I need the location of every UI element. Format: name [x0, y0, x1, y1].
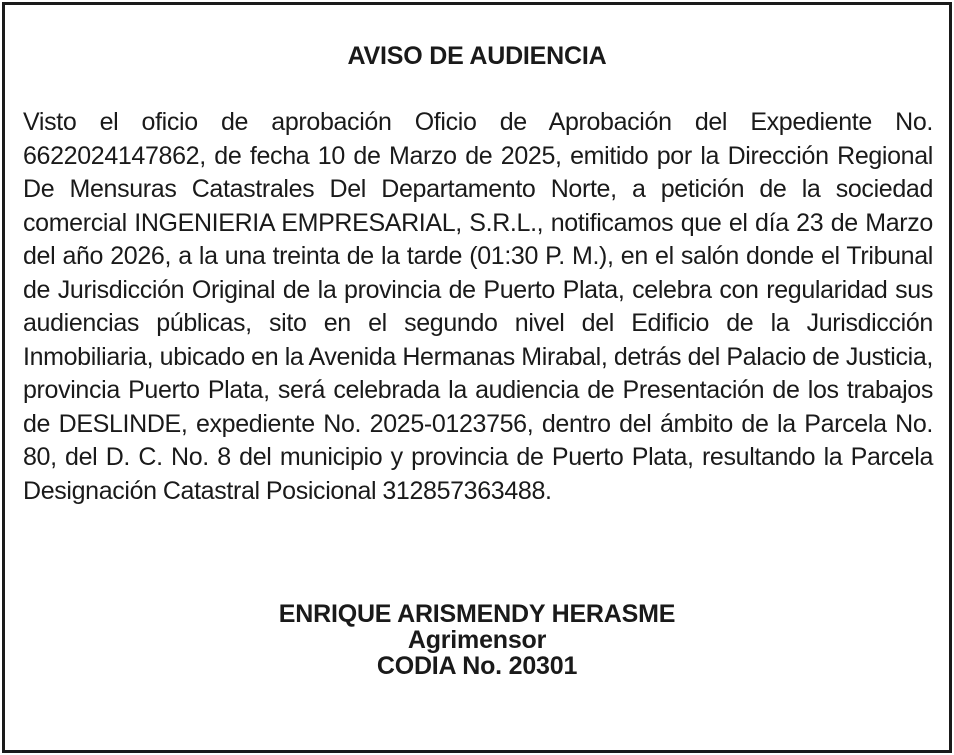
notice-title: AVISO DE AUDIENCIA	[347, 42, 607, 70]
signer-registration: CODIA No. 20301	[376, 652, 578, 680]
signer-role: Agrimensor	[407, 626, 547, 654]
notice-body: Visto el oficio de aprobación Oficio de Aprobación del Expediente No. 6622024147862, de fecha 10 de Marzo de 2025, emitido por la Dirección Regional De Mensuras Catastrales Del Departamento Norte, a petición de la sociedad comercial INGENIERIA EMPRESARIAL, S.R.L., notificamos que el día 23 de Marzo del año 2026, a la una treinta de la tarde (01:30 P. M.), en el salón donde el Tribunal de Jurisdicción Original de la provincia de Puerto Plata, celebra con regularidad sus audiencias públicas, sito en el segundo nivel del Edificio de la Jurisdicción Inmobiliaria, ubicado en la Avenida Hermanas Mirabal, detrás del Palacio de Justicia, provincia Puerto Plata, será celebrada la audiencia de Presentación de los trabajos de DESLINDE, expediente No. 2025-0123756, dentro del ámbito de la Parcela No. 80, del D. C. No. 8 del municipio y provincia de Puerto Plata, resultando la Parcela Designación Catastral Posicional 312857363488.	[23, 108, 933, 505]
notice-frame	[2, 2, 952, 753]
signer-name: ENRIQUE ARISMENDY HERASME	[278, 600, 676, 628]
signature-block	[5, 601, 949, 679]
